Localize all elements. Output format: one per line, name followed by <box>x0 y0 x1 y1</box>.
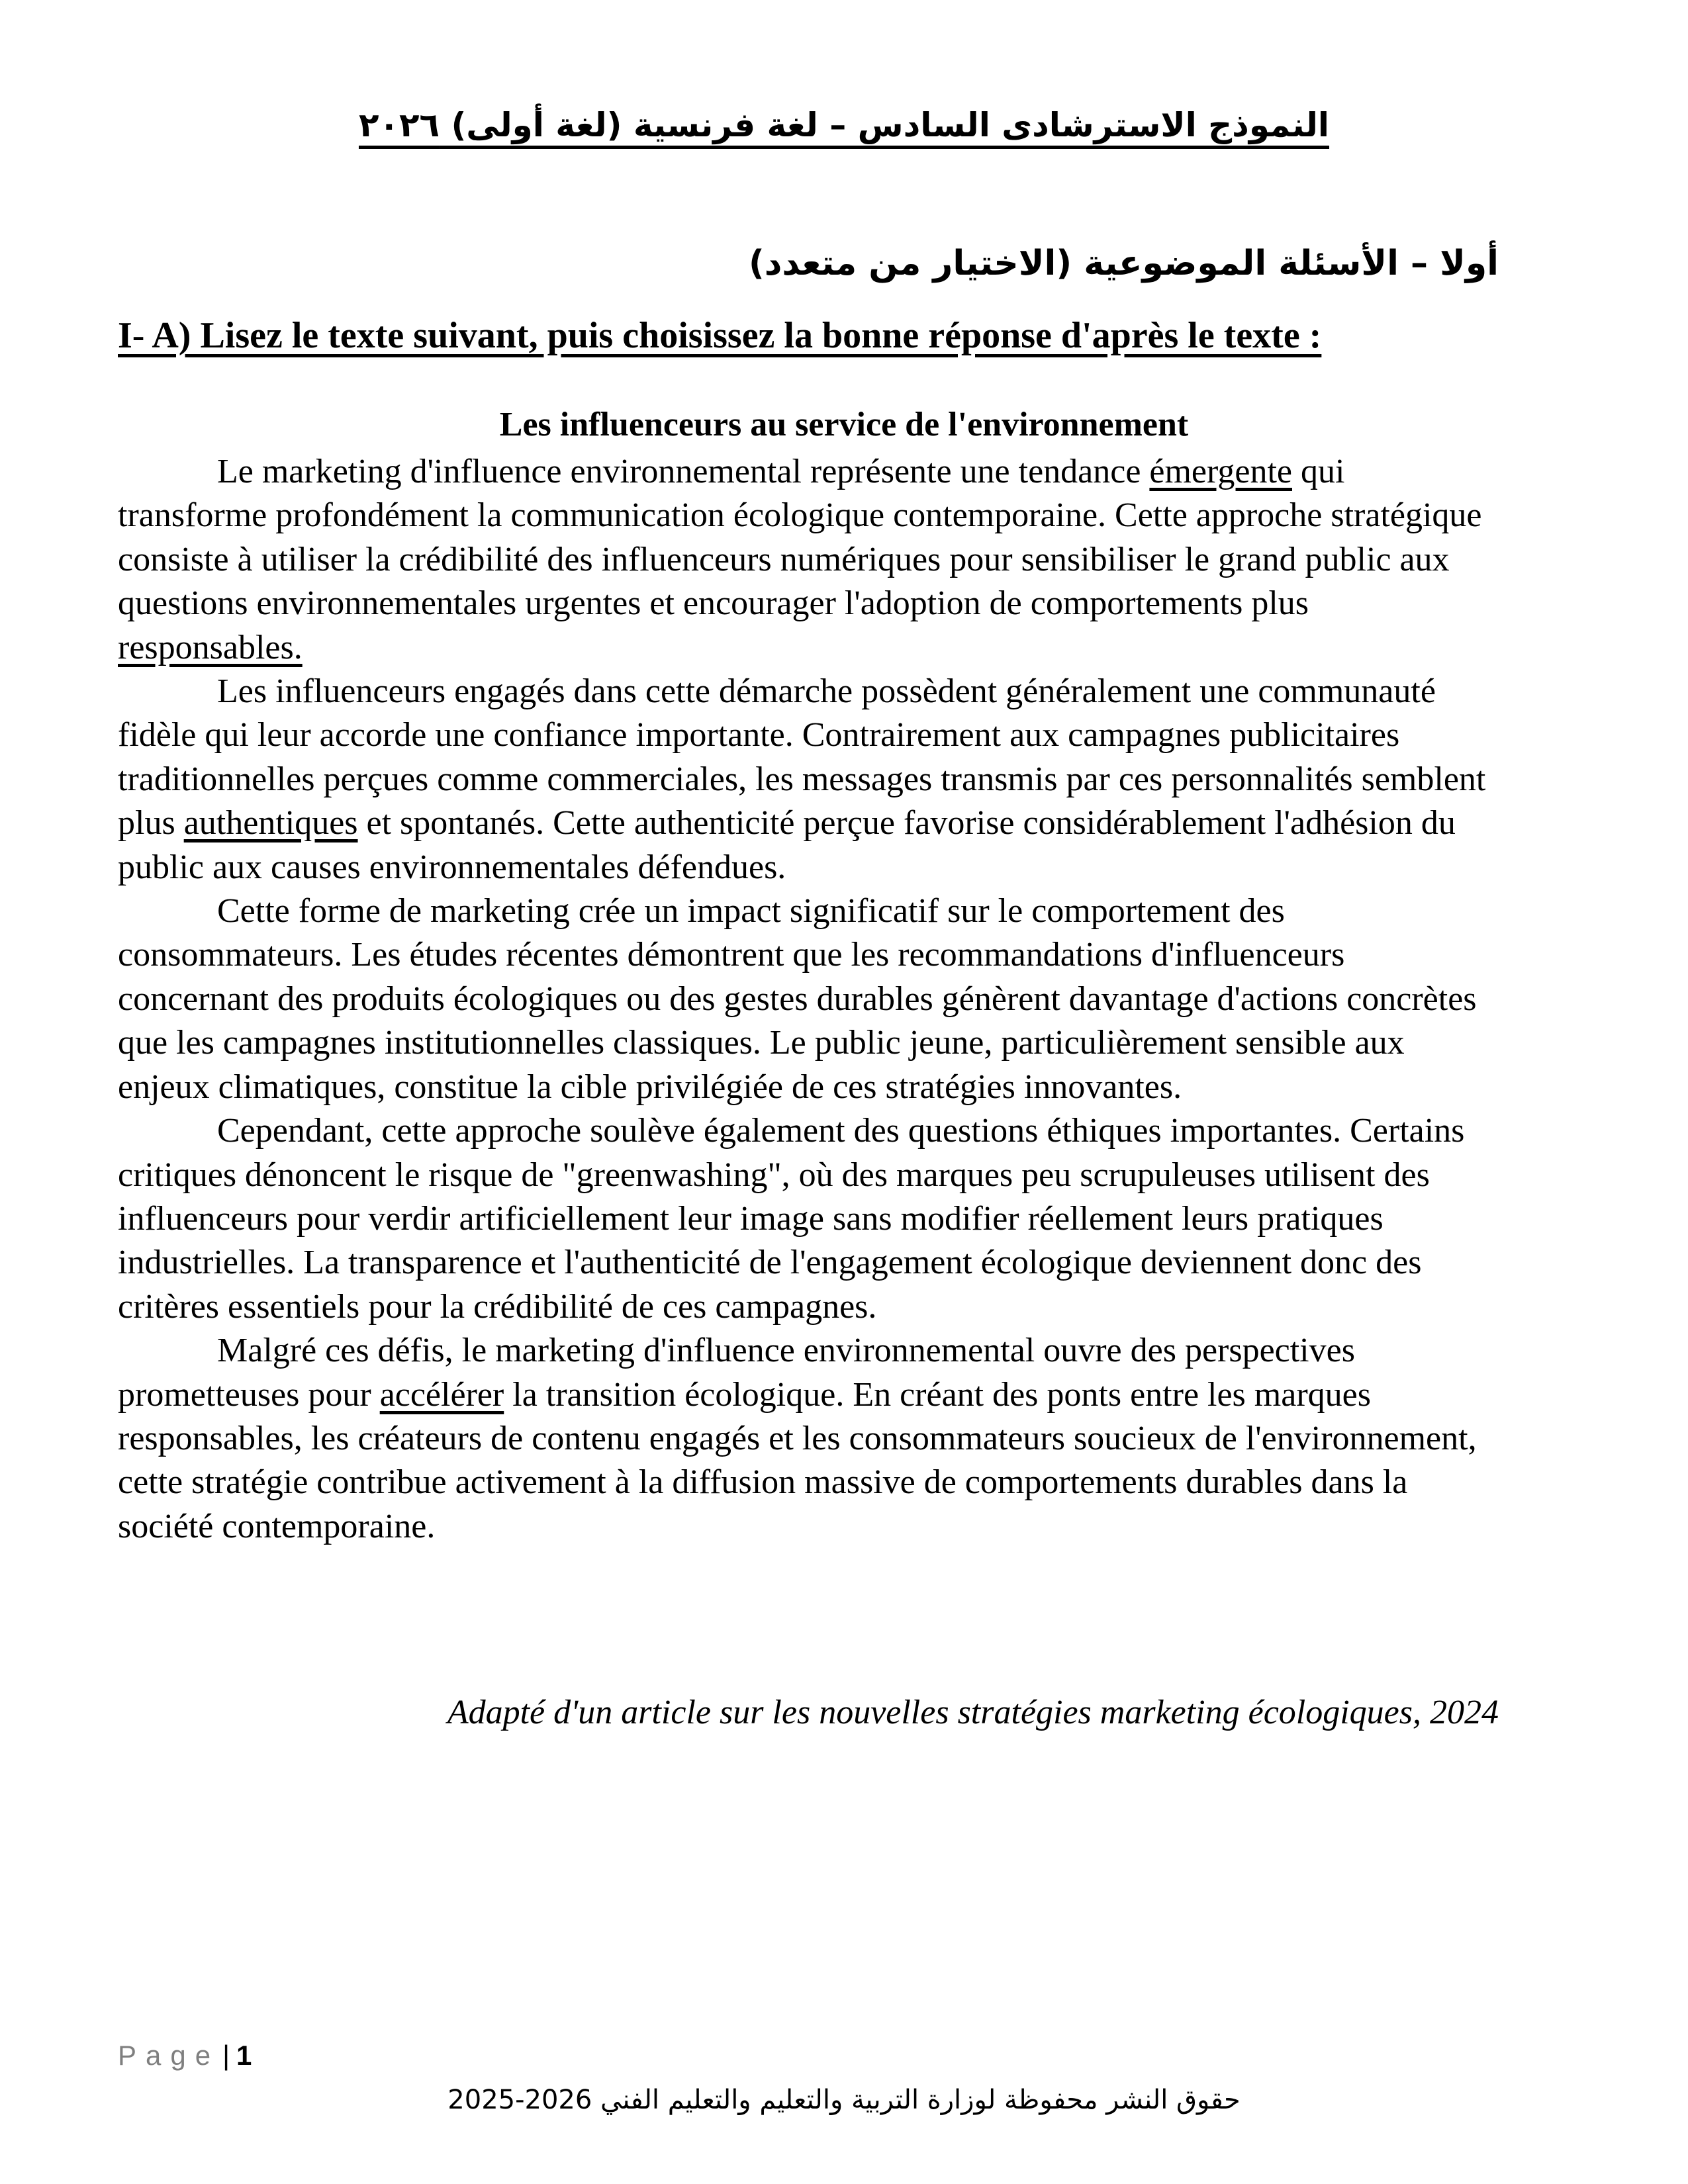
underlined-word-authentiques: authentiques <box>183 804 358 842</box>
underlined-word-responsables: responsables. <box>118 628 303 666</box>
page-label: Page <box>118 2040 220 2071</box>
page-title: النموذج الاسترشادى السادس – لغة فرنسية (لغة أولى) ٢٠٢٦ <box>358 106 1330 144</box>
copyright-notice: حقوق النشر محفوظة لوزارة التربية والتعليم والتعليم الفني 2026-2025 <box>447 2085 1241 2115</box>
page-number: 1 <box>236 2040 252 2071</box>
underlined-word-accelerer: accélérer <box>379 1375 504 1414</box>
page-separator: | <box>222 2040 230 2071</box>
paragraph-3: Cette forme de marketing crée un impact significatif sur le comportement des consommateurs. Les études récentes démontrent que les recommandations d'influenceurs concernant des produits écologiques ou des gestes durables génèrent davantage d'actions concrètes que les campagnes institutionnelles classiques. Le public jeune, particulièrement sensible aux enjeux climatiques, constitue la cible privilégiée de ces stratégies innovantes. <box>118 892 1477 1106</box>
paragraph-5 <box>118 1329 1495 1549</box>
section-heading: أولا – الأسئلة الموضوعية (الاختيار من متعدد) <box>748 244 1499 283</box>
paragraph-5-part-a: Malgré ces défis, le marketing d'influence environnemental ouvre des perspectives prometteuses pour <box>118 1332 1355 1414</box>
paragraph-1-part-b: qui transforme profondément la communication écologique contemporaine. Cette approche stratégique consiste à utiliser la crédibilité des influenceurs numériques pour sensibiliser le grand public aux questions environnementales urgentes et encourager l'adoption de comportements plus <box>118 453 1482 623</box>
reading-text-body <box>118 450 1495 1549</box>
instruction-text: I- A) Lisez le texte suivant, puis choisissez la bonne réponse d'après le texte : <box>118 315 1322 356</box>
paragraph-5-part-b: la transition écologique. En créant des ponts entre les marques responsables, les créateurs de contenu engagés et les consommateurs soucieux de l'environnement, cette stratégie contribue activement à la diffusion massive de comportements durables dans la société contemporaine. <box>118 1375 1477 1545</box>
paragraph-1-part-a: Le marketing d'influence environnemental représente une tendance <box>217 453 1150 490</box>
reading-text-title: Les influenceurs au service de l'environnement <box>499 406 1189 443</box>
paragraph-1 <box>118 450 1495 670</box>
underlined-word-emergente: émergente <box>1149 453 1292 490</box>
paragraph-2-part-b: et spontanés. Cette authenticité perçue favorise considérablement l'adhésion du public aux causes environnementales défendues. <box>118 804 1456 886</box>
page-number-footer <box>118 2040 252 2071</box>
paragraph-2 <box>118 670 1495 889</box>
paragraph-4: Cependant, cette approche soulève également des questions éthiques importantes. Certains critiques dénoncent le risque de "greenwashing", où des marques peu scrupuleuses utilisent des influenceurs pour verdir artificiellement leur image sans modifier réellement leurs pratiques industrielles. La transparence et l'authenticité de l'engagement écologique deviennent donc des critères essentiels pour la crédibilité de ces campagnes. <box>118 1112 1465 1326</box>
text-source: Adapté d'un article sur les nouvelles stratégies marketing écologiques, 2024 <box>447 1694 1499 1731</box>
paragraph-2-part-a: Les influenceurs engagés dans cette démarche possèdent généralement une communauté fidèle qui leur accorde une confiance importante. Contrairement aux campagnes publicitaires traditionnelles perçues comme commerciales, les messages transmis par ces personnalités semblent plus <box>118 672 1486 842</box>
